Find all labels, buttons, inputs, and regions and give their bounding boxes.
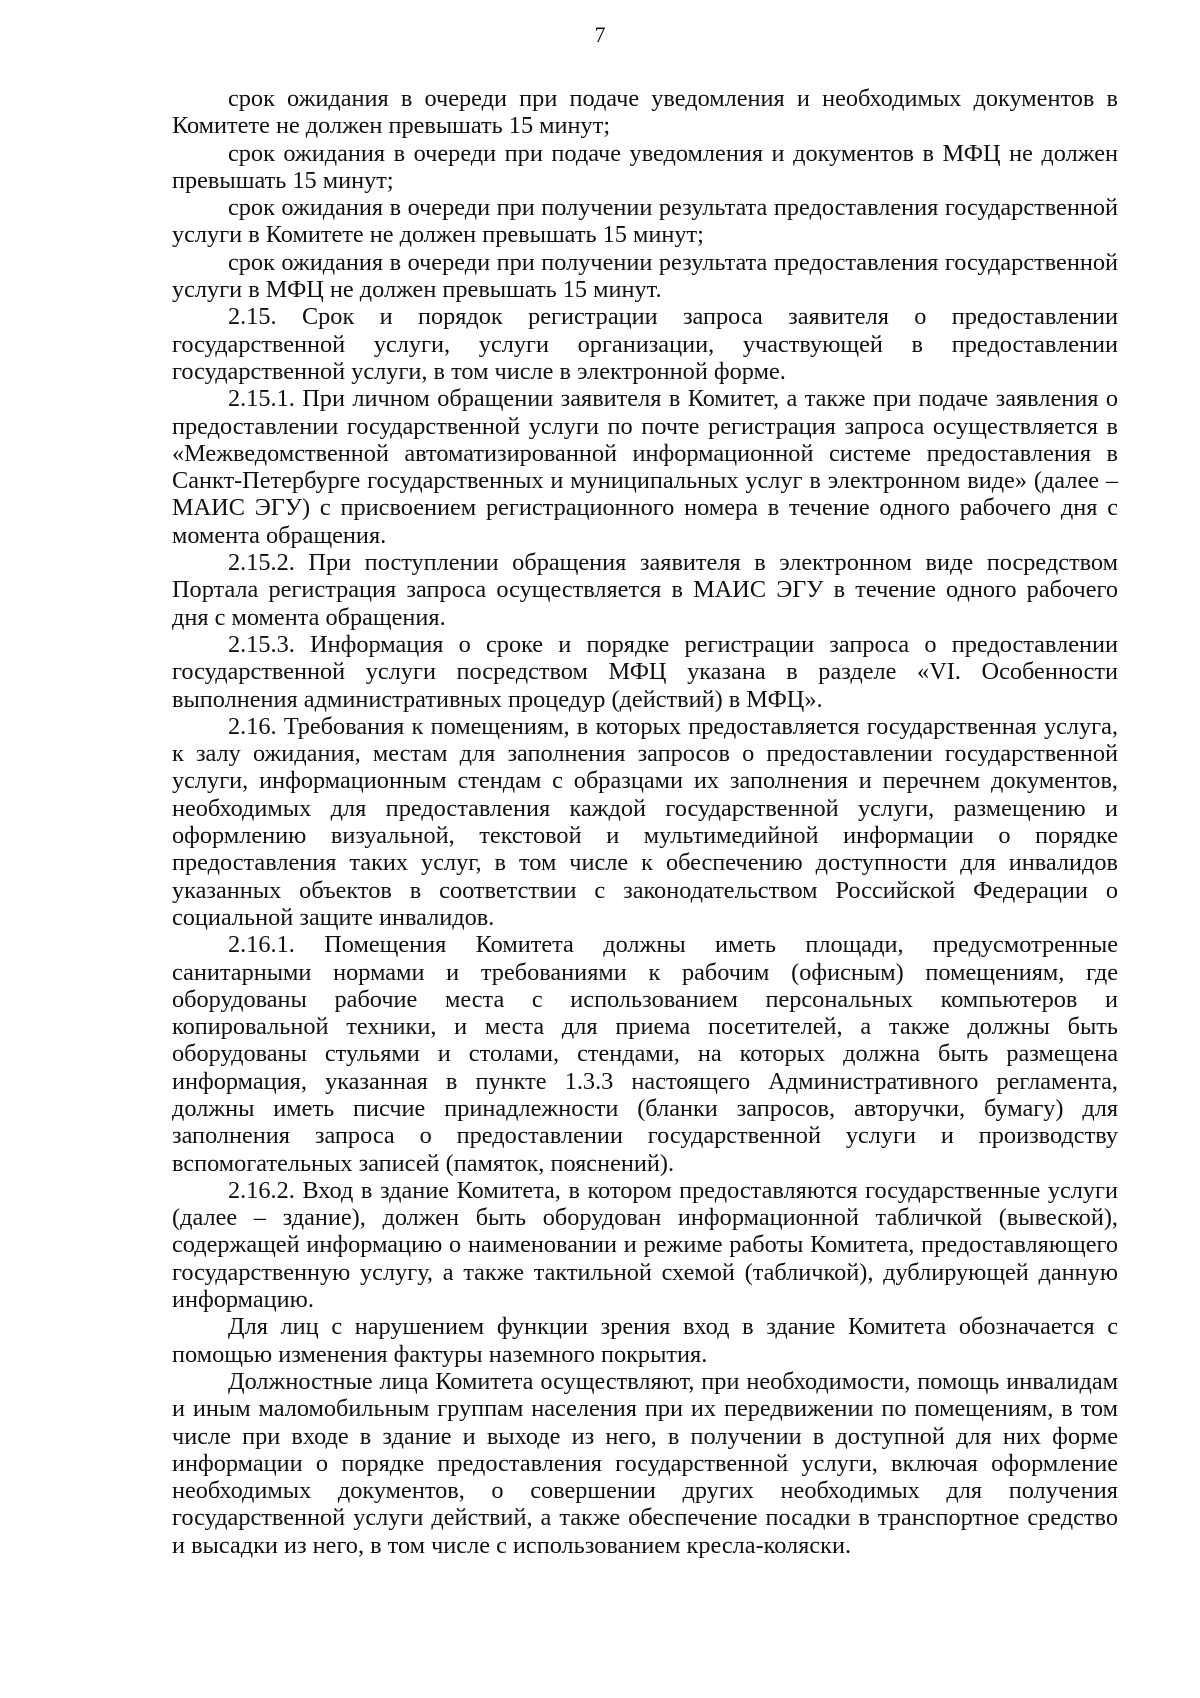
paragraph-queue-notice-mfc: срок ожидания в очереди при подаче уведомления и документов в МФЦ не должен превышать 15 минут; — [172, 139, 1118, 194]
paragraph-officials-assistance: Должностные лица Комитета осуществляют, при необходимости, помощь инвалидам и иным маломобильным группам населения при их передвижении по помещениям, в том числе при входе в здание и выходе из него, в получении в доступной для них форме информации о порядке предоставления государственной услуги, включая оформление необходимых документов, о совершении других необходимых для получения государственной услуги действий, а также обеспечение посадки в транспортное средство и высадки из него, в том числе с использованием кресла-коляски. — [172, 1367, 1118, 1559]
paragraph-2-15-2: 2.15.2. При поступлении обращения заявителя в электронном виде посредством Портала регистрация запроса осуществляется в МАИС ЭГУ в течение одного рабочего дня с момента обращения. — [172, 549, 1118, 631]
paragraph-2-15: 2.15. Срок и порядок регистрации запроса заявителя о предоставлении государственной услуги, услуги организации, участвующей в предоставлении государственной услуги, в том числе в электронной форме. — [172, 303, 1118, 385]
paragraph-queue-result-mfc: срок ожидания в очереди при получении результата предоставления государственной услуги в МФЦ не должен превышать 15 минут. — [172, 248, 1118, 304]
paragraph-2-15-1: 2.15.1. При личном обращении заявителя в Комитет, а также при подаче заявления о предоставлении государственной услуги по почте регистрация запроса осуществляется в «Межведомственной автоматизированной информационной системе предоставления в Санкт-Петербурге государственных и муниципальных услуг в электронном виде» (далее – МАИС ЭГУ) с присвоением регистрационного номера в течение одного рабочего дня с момента обращения. — [172, 385, 1118, 549]
paragraph-2-16-1: 2.16.1. Помещения Комитета должны иметь площади, предусмотренные санитарными нормами и требованиями к рабочим (офисным) помещениям, где оборудованы рабочие места с использованием персональных компьютеров и копировальной техники, и места для приема посетителей, а также должны быть оборудованы стульями и столами, стендами, на которых должна быть размещена информация, указанная в пункте 1.3.3 настоящего Административного регламента, должны иметь писчие принадлежности (бланки запросов, авторучки, бумагу) для заполнения запроса о предоставлении государственной услуги и производству вспомогательных записей (памяток, пояснений). — [172, 931, 1118, 1177]
page-number: 7 — [594, 22, 606, 47]
paragraph-visually-impaired: Для лиц с нарушением функции зрения вход в здание Комитета обозначается с помощью изменения фактуры наземного покрытия. — [172, 1313, 1118, 1368]
paragraph-2-15-3: 2.15.3. Информация о сроке и порядке регистрации запроса о предоставлении государственной услуги посредством МФЦ указана в разделе «VI. Особенности выполнения административных процедур (действий) в МФЦ». — [172, 630, 1118, 713]
paragraph-2-16-2: 2.16.2. Вход в здание Комитета, в котором предоставляются государственные услуги (далее – здание), должен быть оборудован информационной табличкой (вывеской), содержащей информацию о наименовании и режиме работы Комитета, предоставляющего государственную услугу, а также тактильной схемой (табличкой), дублирующей данную информацию. — [172, 1176, 1118, 1314]
paragraph-queue-notice-committee: срок ожидания в очереди при подаче уведомления и необходимых документов в Комитете не должен превышать 15 минут; — [172, 85, 1118, 140]
paragraph-2-16: 2.16. Требования к помещениям, в которых предоставляется государственная услуга, к залу ожидания, местам для заполнения запросов о предоставлении государственной услуги, информационным стендам с образцами их заполнения и перечнем документов, необходимых для предоставления каждой государственной услуги, размещению и оформлению визуальной, текстовой и мультимедийной информации о порядке предоставления таких услуг, в том числе к обеспечению доступности для инвалидов указанных объектов в соответствии с законодательством Российской Федерации о социальной защите инвалидов. — [172, 712, 1118, 931]
document-body — [172, 85, 1118, 1559]
paragraph-queue-result-committee: срок ожидания в очереди при получении результата предоставления государственной услуги в Комитете не должен превышать 15 минут; — [172, 194, 1118, 249]
